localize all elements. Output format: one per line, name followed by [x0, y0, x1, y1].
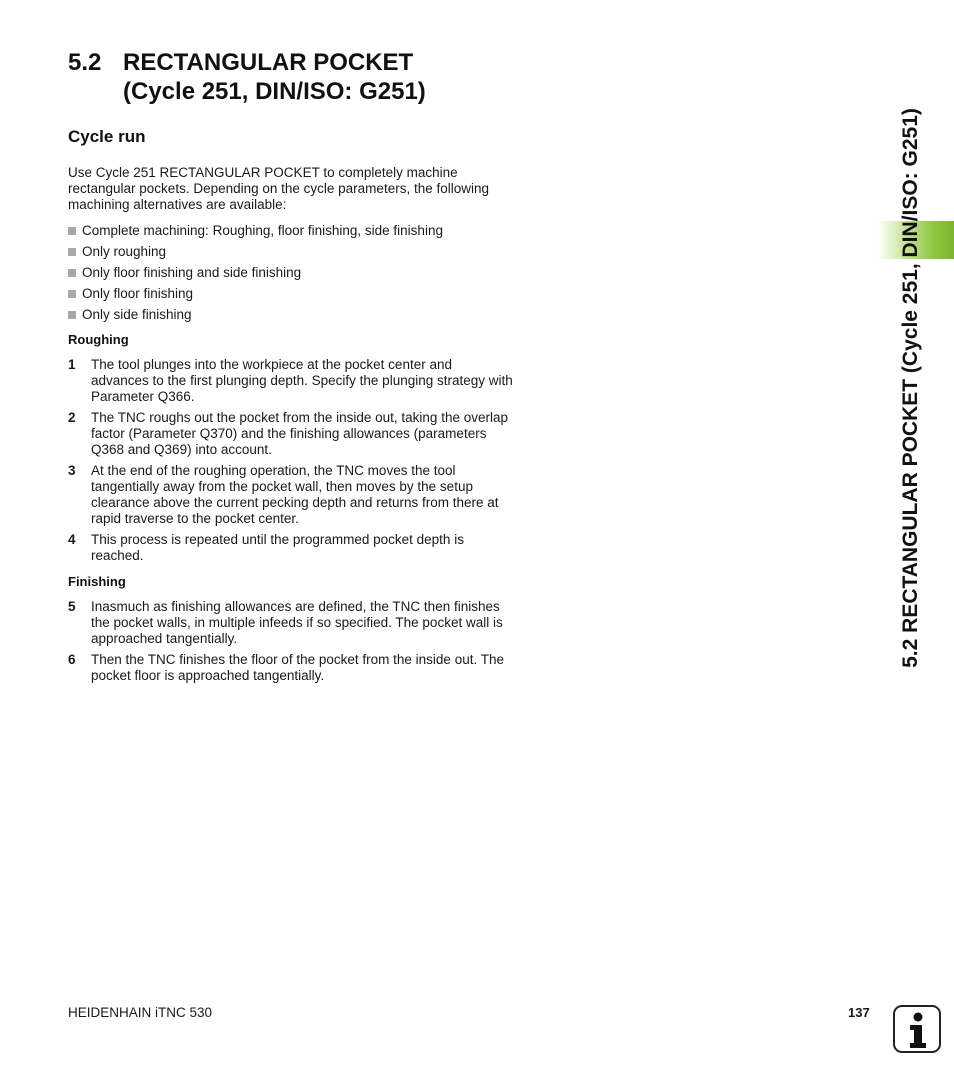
section-heading: Cycle run — [68, 127, 146, 146]
step-item — [68, 652, 513, 684]
intro-paragraph: Use Cycle 251 RECTANGULAR POCKET to completely machine rectangular pockets. Depending on the cycle parameters, the following machining alternatives are available: — [68, 165, 489, 212]
list-item: Only floor finishing and side finishing — [68, 265, 443, 286]
footer-manual-name: HEIDENHAIN iTNC 530 — [68, 1005, 213, 1020]
step-text: This process is repeated until the programmed pocket depth is reached. — [91, 532, 464, 563]
finishing-steps — [68, 599, 513, 689]
list-item: Only floor finishing — [68, 286, 443, 307]
step-item — [68, 599, 513, 647]
section-number: 5.2 — [68, 49, 102, 76]
side-running-title: 5.2 RECTANGULAR POCKET (Cycle 251, DIN/ISO: G251) — [899, 108, 922, 668]
step-item — [68, 410, 513, 458]
list-item: Only roughing — [68, 244, 443, 265]
step-text: Inasmuch as finishing allowances are defined, the TNC then finishes the pocket walls, in multiple infeeds if so specified. The pocket wall is approached tangentially. — [91, 599, 503, 646]
bullet-square-icon — [68, 227, 76, 235]
bullet-square-icon — [68, 311, 76, 319]
bullet-square-icon — [68, 269, 76, 277]
list-item: Complete machining: Roughing, floor finishing, side finishing — [68, 223, 443, 244]
step-text: The TNC roughs out the pocket from the inside out, taking the overlap factor (Parameter Q370) and the finishing allowances (parameters Q368 and Q369) into account. — [91, 410, 508, 457]
step-number: 5 — [68, 599, 76, 614]
finishing-heading: Finishing — [68, 574, 126, 589]
step-number: 2 — [68, 410, 76, 425]
title-line-2: (Cycle 251, DIN/ISO: G251) — [123, 78, 426, 105]
step-item — [68, 463, 513, 527]
step-number: 6 — [68, 652, 76, 667]
step-number: 3 — [68, 463, 76, 478]
step-text: At the end of the roughing operation, the TNC moves the tool tangentially away from the pocket wall, then moves by the setup clearance above the current pecking depth and returns from there at rapid traverse to the pocket center. — [91, 463, 499, 526]
bullet-square-icon — [68, 248, 76, 256]
machining-alternatives-list — [68, 223, 443, 328]
roughing-steps — [68, 357, 513, 569]
title-line-1: RECTANGULAR POCKET — [123, 49, 414, 76]
page-number: 137 — [848, 1005, 870, 1020]
step-text: Then the TNC finishes the floor of the pocket from the inside out. The pocket floor is approached tangentially. — [91, 652, 504, 683]
roughing-heading: Roughing — [68, 332, 129, 347]
step-item — [68, 532, 513, 564]
page-title — [68, 48, 426, 106]
info-icon — [893, 1005, 941, 1053]
step-item — [68, 357, 513, 405]
bullet-square-icon — [68, 290, 76, 298]
step-number: 1 — [68, 357, 76, 372]
list-item: Only side finishing — [68, 307, 443, 328]
step-text: The tool plunges into the workpiece at the pocket center and advances to the first plunging depth. Specify the plunging strategy with Parameter Q366. — [91, 357, 513, 404]
step-number: 4 — [68, 532, 76, 547]
info-glyph — [895, 1007, 939, 1051]
